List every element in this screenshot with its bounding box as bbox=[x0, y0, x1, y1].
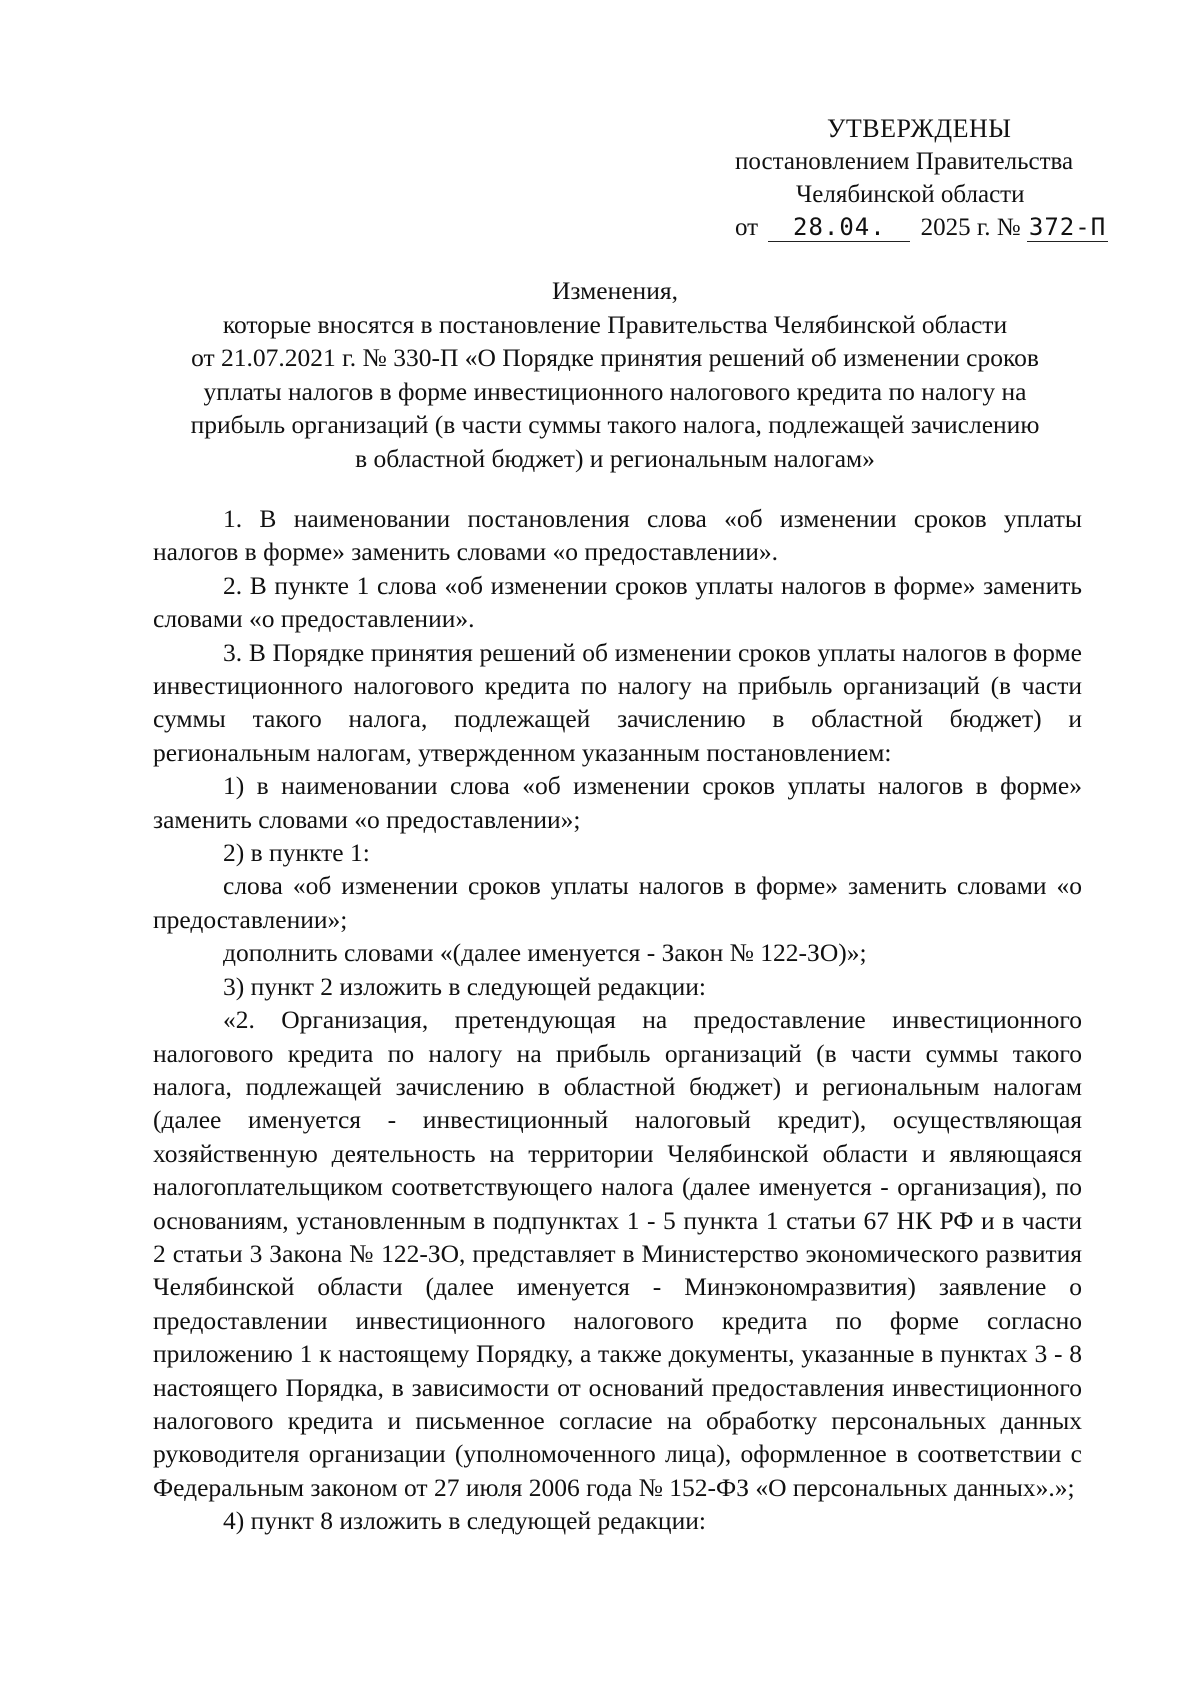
approval-title: УТВЕРЖДЕНЫ bbox=[827, 114, 1012, 143]
approval-number-handwritten: 372-П bbox=[1028, 213, 1107, 241]
body-paragraph: 1. В наименовании постановления слова «об изменении сроков уплаты налогов в форме» заменить словами «о предоставлении». bbox=[153, 504, 1082, 567]
body-paragraph: 4) пункт 8 изложить в следующей редакции: bbox=[223, 1506, 706, 1536]
body-paragraph: слова «об изменении сроков уплаты налогов в форме» заменить словами «о предоставлении»; bbox=[153, 871, 1082, 934]
approval-year-number-label: 2025 г. № bbox=[920, 214, 1021, 241]
document-heading bbox=[150, 274, 1080, 475]
heading-line: которые вносятся в постановление Правительства Челябинской области bbox=[222, 309, 1008, 339]
heading-line: прибыль организаций (в части суммы такого налога, подлежащей зачислению bbox=[190, 410, 1040, 439]
heading-line: в областной бюджет) и региональным налогам» bbox=[355, 443, 875, 473]
approval-from-label: от bbox=[735, 214, 759, 241]
document-body bbox=[153, 502, 1082, 1538]
body-paragraph: «2. Организация, претендующая на предоставление инвестиционного налогового кредита по налогу на прибыль организаций (в части суммы такого налога, подлежащей зачислению в областной бюджет) и региональным налогам (далее именуется - инвестиционный налоговый кредит), осуществляющая хозяйственную деятельность на территории Челябинской области и являющаяся налогоплательщиком соответствующего налога (далее именуется - организация), по основаниям, установленным в подпунктах 1 - 5 пункта 1 статьи 67 НК РФ и в части 2 статьи 3 Закона № 122-ЗО, представляет в Министерство экономического развития Челябинской области (далее именуется - Минэкономразвития) заявление о предоставлении инвестиционного налогового кредита по форме согласно приложению 1 к настоящему Порядку, а также документы, указанные в пунктах 3 - 8 настоящего Порядка, в зависимости от оснований предоставления инвестиционного налогового кредита и письменное согласие на обработку персональных данных руководителя организации (уполномоченного лица), оформленное в соответствии с Федеральным законом от 27 июля 2006 года № 152-ФЗ «О персональных данных».»; bbox=[153, 1005, 1082, 1502]
body-paragraph: 2) в пункте 1: bbox=[223, 838, 370, 868]
heading-line: уплаты налогов в форме инвестиционного налогового кредита по налогу на bbox=[203, 376, 1027, 406]
body-paragraph: 3. В Порядке принятия решений об изменении сроков уплаты налогов в форме инвестиционного налогового кредита по налогу на прибыль организаций (в части суммы такого налога, подлежащей зачислению в областной бюджет) и региональным налогам, утвержденном указанным постановлением: bbox=[153, 637, 1082, 767]
heading-line: от 21.07.2021 г. № 330-П «О Порядке принятия решений об изменении сроков bbox=[191, 343, 1039, 372]
body-paragraph: 1) в наименовании слова «об изменении сроков уплаты налогов в форме» заменить словами «о предоставлении»; bbox=[153, 771, 1082, 834]
approval-date-line bbox=[735, 211, 1135, 244]
body-paragraph: дополнить словами «(далее именуется - Закон № 122-ЗО)»; bbox=[223, 938, 867, 968]
approval-region-line: Челябинской области bbox=[796, 181, 1025, 208]
body-paragraph: 3) пункт 2 изложить в следующей редакции: bbox=[223, 971, 706, 1001]
approval-date-handwritten: 28.04. bbox=[768, 213, 910, 242]
heading-title: Изменения, bbox=[552, 276, 678, 305]
body-paragraph: 2. В пункте 1 слова «об изменении сроков уплаты налогов в форме» заменить словами «о предоставлении». bbox=[153, 570, 1082, 634]
approval-resolution-line: постановлением Правительства bbox=[735, 148, 1074, 175]
approval-block bbox=[735, 112, 1135, 244]
